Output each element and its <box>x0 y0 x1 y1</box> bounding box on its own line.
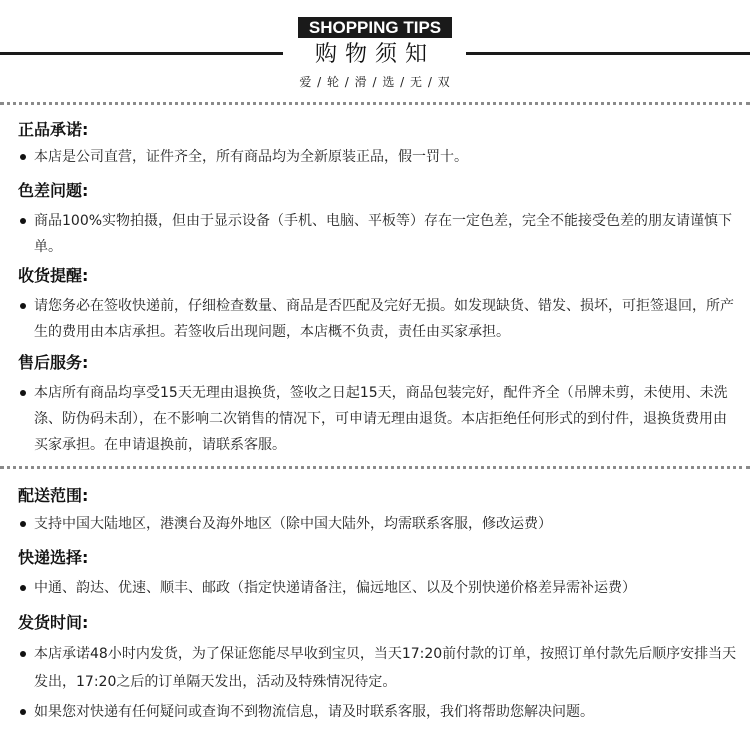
section-title: 发货时间: <box>18 613 89 632</box>
section-title: 售后服务: <box>18 353 89 372</box>
list-item-text: 支持中国大陆地区，港澳台及海外地区（除中国大陆外，均需联系客服，修改运费） <box>34 516 552 532</box>
section-courier-choice <box>18 547 738 601</box>
list-item-text: 请您务必在签收快递前，仔细检查数量、商品是否匹配及完好无损。如发现缺货、错发、损坏，可拒签退回，所产生的费用由本店承担。若签收后出现问题，本店概不负责，责任由买家承担。 <box>34 298 734 340</box>
list-item-text: 本店承诺48小时内发货，为了保证您能尽早收到宝贝，当天17:20前付款的订单，按照订单付款先后顺序安排当天发出，17:20之后的订单隔天发出，活动及特殊情况待定。 <box>34 646 737 690</box>
list-item <box>18 698 738 726</box>
section-genuine-promise <box>18 119 738 170</box>
header-rule-left <box>0 52 283 55</box>
section-divider <box>0 102 750 105</box>
bullet-icon <box>20 390 26 396</box>
section-receipt-reminder <box>18 265 738 345</box>
list-item <box>18 144 738 170</box>
bullet-icon <box>20 218 26 224</box>
header-rule-right <box>466 52 750 55</box>
section-shipping-time <box>18 612 738 726</box>
list-item-text: 本店是公司直营，证件齐全，所有商品均为全新原装正品，假一罚十。 <box>34 149 468 165</box>
section-title: 快递选择: <box>18 548 89 567</box>
list-item <box>18 511 738 537</box>
shopping-tips-badge: SHOPPING TIPS <box>298 17 452 38</box>
section-color-difference <box>18 180 738 260</box>
list-item-text: 商品100%实物拍摄，但由于显示设备（手机、电脑、平板等）存在一定色差，完全不能接受色差的朋友请谨慎下单。 <box>34 213 733 255</box>
bullet-icon <box>20 303 26 309</box>
bullet-icon <box>20 651 26 657</box>
shopping-tips-header <box>0 0 750 100</box>
page-subtitle: 爱 / 轮 / 滑 / 选 / 无 / 双 <box>299 75 451 89</box>
section-title: 收货提醒: <box>18 266 89 285</box>
bullet-icon <box>20 154 26 160</box>
list-item <box>18 293 738 345</box>
section-after-sales <box>18 352 738 458</box>
page-title: 购物须知 <box>314 42 435 67</box>
section-divider <box>0 466 750 469</box>
section-title: 配送范围: <box>18 486 89 505</box>
section-title: 色差问题: <box>18 181 89 200</box>
section-title: 正品承诺: <box>18 120 89 139</box>
section-delivery-scope <box>18 485 738 537</box>
list-item-text: 本店所有商品均享受15天无理由退换货，签收之日起15天，商品包装完好，配件齐全（吊牌未剪，未使用、未洗涤、防伪码未刮），在不影响二次销售的情况下，可申请无理由退货。本店拒绝任何形式的到付件，退换货费用由买家承担。在申请退换前，请联系客服。 <box>34 385 728 453</box>
list-item <box>18 575 738 601</box>
bullet-icon <box>20 585 26 591</box>
list-item <box>18 640 738 696</box>
bullet-icon <box>20 709 26 715</box>
list-item <box>18 208 738 260</box>
bullet-icon <box>20 521 26 527</box>
list-item-text: 如果您对快递有任何疑问或查询不到物流信息，请及时联系客服，我们将帮助您解决问题。 <box>34 704 594 720</box>
list-item-text: 中通、韵达、优速、顺丰、邮政（指定快递请备注，偏远地区、以及个别快递价格差异需补运费） <box>34 580 636 596</box>
list-item <box>18 380 738 458</box>
